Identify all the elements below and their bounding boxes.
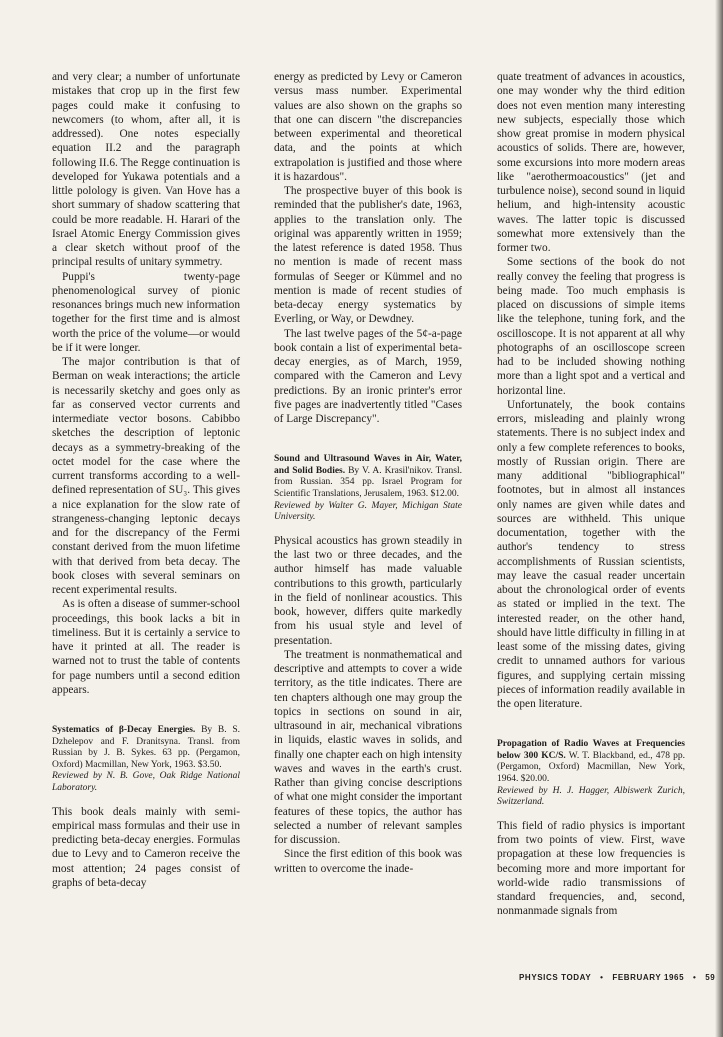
- page-edge-shadow: [715, 0, 723, 1037]
- book-review-beta-decay: [52, 725, 240, 890]
- paragraph: Physical acoustics has grown steadily in the last two or three decades, and the author himself has made valuable contributions to this growth, particularly in the field of nonlinear acoustics. This book, however, differs quite markedly from his usual style and level of presentation.: [274, 534, 462, 647]
- column-3: [497, 70, 685, 919]
- footer-separator: •: [692, 973, 697, 982]
- page-number: 59: [705, 973, 716, 982]
- review-header: [497, 739, 685, 809]
- paragraph: This book deals mainly with semi-empirical mass formulas and their use in predicting beta-decay energies. Formulas due to Levy and to Cameron receive the most attention; 24 pages consist of graphs of beta-decay: [52, 805, 240, 889]
- paragraph: Some sections of the book do not really convey the feeling that progress is being made. Too much emphasis is placed on discussions of simple items like the telephone, tuning fork, and the oscilloscope. It is not apparent at all why photographs of an oscilloscope screen had to be included showing nothing more than a light spot and a vertical and horizontal line.: [497, 256, 685, 397]
- paragraph: The major contribution is that of Berman on weak interactions; the article is necessarily sketchy and goes only as far as conserved vector currents and intermediate vector bosons. Cabibbo sketches the description of leptonic decays as a symmetry-breaking of the octet model for the case where the current transforms according to a well-defined representation of SU₃. This gives a nice explanation for the slow rate of strangeness-changing leptonic decays and for the discrepancy of the Fermi constant derived from the muon lifetime with that derived from beta decay. The book closes with several seminars on recent experimental results.: [52, 356, 240, 596]
- footer-separator: •: [600, 973, 604, 982]
- review-details: By V. A. Krasil'nikov. Transl. from Russian. 354 pp. Israel Program for Scientific Translations, Jerusalem, 1963. $12.00.: [274, 465, 462, 500]
- review-reviewer: Reviewed by N. B. Gove, Oak Ridge National Laboratory.: [52, 771, 240, 793]
- paragraph: Since the first edition of this book was written to overcome the inade-: [274, 848, 462, 875]
- paragraph: quate treatment of advances in acoustics, one may wonder why the third edition does not even mention many interesting new subjects, especially those which show great promise in modern physical acoustics of solids. There are, however, some excursions into more modern areas like "aerothermoacoustics" (jet and turbulence noise), second sound in liquid helium, and high-intensity acoustic waves. The latter topic is discussed somewhat more extensively than the former two.: [497, 71, 685, 254]
- footer-journal: PHYSICS TODAY: [519, 973, 592, 982]
- review-reviewer: Reviewed by H. J. Hagger, Albiswerk Zurich, Switzerland.: [497, 785, 685, 808]
- paragraph: The last twelve pages of the 5¢-a-page book contain a list of experimental beta-decay energies, as of March, 1959, compared with the Cameron and Levy predictions. By an ironic printer's error five pages are inadvertently titled "Cases of Large Discrepancy".: [274, 327, 462, 425]
- book-review-sound-ultrasound: [274, 454, 462, 876]
- review-details: W. T. Blackband, ed., 478 pp. (Pergamon, Oxford) Macmillan, New York, 1964. $20.00.: [497, 750, 685, 785]
- paragraph: This field of radio physics is important from two points of view. First, wave propagation at these low frequencies is becoming more and more important for world-wide radio transmissions of standard frequencies, and, second, nonmanmade signals from: [497, 819, 685, 918]
- book-review-radio-waves: [497, 739, 685, 918]
- column-2: [274, 70, 462, 876]
- review-header: [52, 725, 240, 795]
- review-title: Systematics of β-Decay Energies.: [52, 725, 196, 735]
- paragraph: As is often a disease of summer-school proceedings, this book lacks a bit in timeliness. But it is certainly a service to have it printed at all. The reader is warned not to trust the table of contents for page numbers until a second edition appears.: [52, 598, 240, 696]
- paragraph: Unfortunately, the book contains errors, misleading and plainly wrong statements. There is no subject index and only a few complete references to books, mostly of Russian origin. There are many additional "bibliographical" footnotes, but in almost all instances only names are given while dates and sources are withheld. This unique documentation, together with the author's tendency to stress accomplishments of Russian scientists, may leave the casual reader uncertain about the chronological order of events as stated or implied in the text. The interested reader, on the other hand, should have little difficulty in filling in at least some of the missing dates, giving credit to unnamed authors for various figures, and supplying certain missing pieces of information readily available in the open literature.: [497, 398, 685, 710]
- review-details: By B. S. Dzhelepov and F. Dranitsyna. Transl. from Russian by J. B. Sykes. 63 pp. (Pergamon, Oxford) Macmillan, New York, 1963. $3.50.: [52, 725, 240, 770]
- review-reviewer: Reviewed by Walter G. Mayer, Michigan State University.: [274, 500, 462, 523]
- footer-date: FEBRUARY 1965: [612, 973, 685, 982]
- column-1: [52, 70, 240, 890]
- page-footer: [516, 973, 718, 982]
- paragraph: Puppi's twenty-page phenomenological survey of pionic resonances brings much new information together for the first time and is almost worth the price of the volume—or would be if it were longer.: [52, 270, 240, 354]
- review-header: [274, 454, 462, 524]
- review-title: Propagation of Radio Waves at Frequencies below 300 KC/S.: [497, 739, 685, 761]
- paragraph: energy as predicted by Levy or Cameron versus mass number. Experimental values are also shown on the graphs so that one can discern "the discrepancies between experimental and theoretical data, and the points at which extrapolation is justified and those where it is hazardous".: [274, 71, 462, 183]
- review-title: Sound and Ultrasound Waves in Air, Water, and Solid Bodies.: [274, 454, 462, 476]
- paragraph: The treatment is nonmathematical and descriptive and attempts to cover a wide territory, as the title indicates. There are ten chapters although one may group the topics in sections on sound in air, ultrasound in air, mechanical vibrations in liquids, elastic waves in solids, and finally one chapter each on high intensity waves and waves in the earth's crust. Rather than giving concise descriptions of what one might consider the important features of these topics, the author has selected a number of relevant samples for discussion.: [274, 648, 462, 847]
- paragraph: The prospective buyer of this book is reminded that the publisher's date, 1963, applies to the translation only. The original was apparently written in 1959; the latest reference is dated 1958. Thus no mention is made of recent mass formulas of Seeger or Kümmel and no mention is made of recent studies of beta-decay energy systematics by Everling, or Way, or Dewdney.: [274, 185, 462, 326]
- paragraph: and very clear; a number of unfortunate mistakes that crop up in the first few pages could make it confusing to newcomers (to whom, after all, it is addressed). One notes especially equation II.2 and the paragraph following II.6. The Regge continuation is developed for Yukawa potentials and a little polology is given. Van Hove has a short summary of shadow scattering that could be more readable. H. Harari of the Israel Atomic Energy Commission gives a clear sketch without proof of the principal results of unitary symmetry.: [52, 71, 240, 269]
